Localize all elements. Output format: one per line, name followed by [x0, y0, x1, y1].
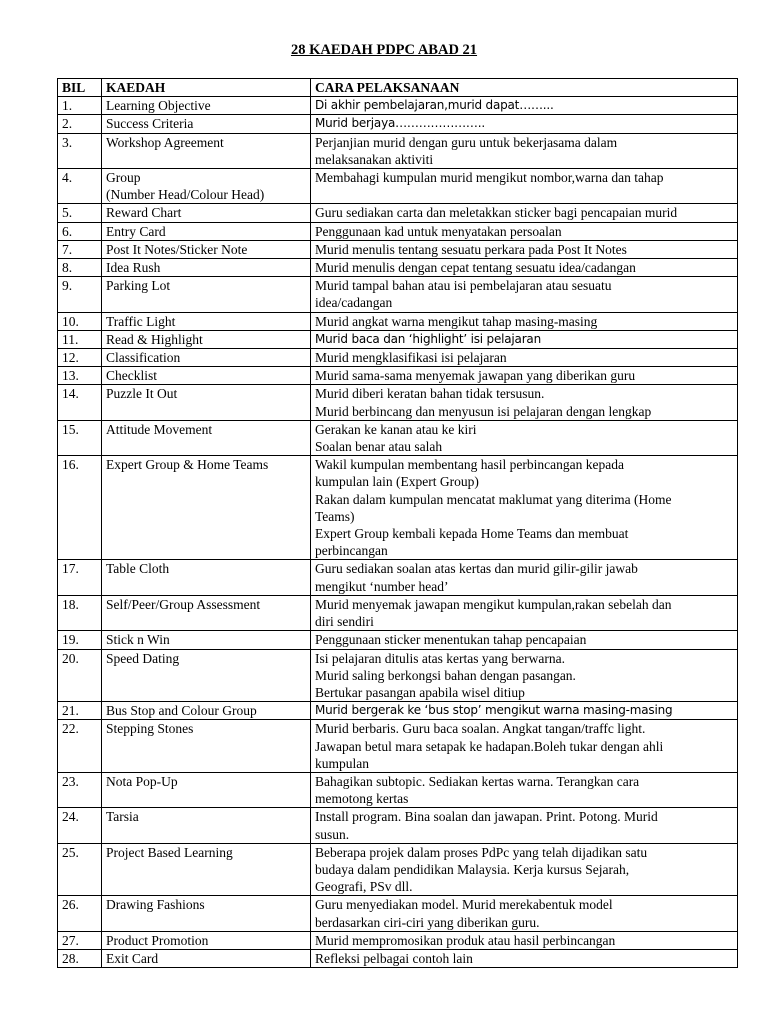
cara-line: Murid angkat warna mengikut tahap masing-masing — [315, 313, 598, 329]
table-row — [58, 222, 738, 240]
cara-line: melaksanakan aktiviti — [315, 151, 434, 167]
kaedah-line: Checklist — [106, 368, 157, 384]
table-row — [58, 240, 738, 258]
cara-line: Install program. Bina soalan dan jawapan. Print. Potong. Murid — [315, 809, 658, 825]
cell-kaedah — [102, 649, 311, 702]
table-row — [58, 367, 738, 385]
cell-cara-pelaksanaan — [311, 133, 738, 168]
cara-line: kumpulan lain (Expert Group) — [315, 474, 479, 490]
cara-line: Beberapa projek dalam proses PdPc yang telah dijadikan satu — [315, 844, 648, 860]
cell-kaedah — [102, 330, 311, 348]
kaedah-table — [57, 78, 738, 968]
table-row — [58, 385, 738, 420]
table-row — [58, 330, 738, 348]
cell-bil: 21. — [58, 702, 102, 720]
cell-cara-pelaksanaan — [311, 843, 738, 896]
cell-cara-pelaksanaan — [311, 560, 738, 595]
cell-cara-pelaksanaan — [311, 720, 738, 773]
cell-cara-pelaksanaan — [311, 169, 738, 204]
table-row — [58, 259, 738, 277]
cara-line: Guru sediakan soalan atas kertas dan murid gilir-gilir jawab — [315, 561, 638, 577]
cara-line: budaya dalam pendidikan Malaysia. Kerja kursus Sejarah, — [315, 861, 630, 877]
cell-kaedah — [102, 277, 311, 312]
kaedah-line: Learning Objective — [106, 98, 211, 114]
kaedah-line: Parking Lot — [106, 278, 171, 294]
kaedah-line: Self/Peer/Group Assessment — [106, 596, 261, 612]
cell-kaedah — [102, 420, 311, 455]
cara-line: Membahagi kumpulan murid mengikut nombor,warna dan tahap — [315, 170, 664, 186]
table-row — [58, 349, 738, 367]
cell-bil: 24. — [58, 808, 102, 843]
cell-cara-pelaksanaan — [311, 367, 738, 385]
cell-cara-pelaksanaan — [311, 312, 738, 330]
cell-kaedah — [102, 949, 311, 967]
cell-kaedah — [102, 349, 311, 367]
cara-line: Murid menyemak jawapan mengikut kumpulan,rakan sebelah dan — [315, 596, 672, 612]
cell-bil: 25. — [58, 843, 102, 896]
cell-kaedah — [102, 115, 311, 133]
cara-line: Soalan benar atau salah — [315, 439, 443, 455]
kaedah-line: Stick n Win — [106, 632, 170, 648]
cara-line: Murid menulis dengan cepat tentang sesuatu idea/cadangan — [315, 260, 636, 276]
cell-cara-pelaksanaan — [311, 649, 738, 702]
cara-line: Isi pelajaran ditulis atas kertas yang berwarna. — [315, 650, 566, 666]
cell-bil: 2. — [58, 115, 102, 133]
cell-cara-pelaksanaan — [311, 595, 738, 630]
cara-line: Expert Group kembali kepada Home Teams dan membuat — [315, 526, 629, 542]
cell-kaedah — [102, 204, 311, 222]
cell-kaedah — [102, 560, 311, 595]
cell-bil: 7. — [58, 240, 102, 258]
table-row — [58, 204, 738, 222]
cell-cara-pelaksanaan — [311, 240, 738, 258]
cell-bil: 11. — [58, 330, 102, 348]
cara-line: Murid tampal bahan atau isi pembelajaran atau sesuatu — [315, 278, 612, 294]
kaedah-line: Bus Stop and Colour Group — [106, 703, 257, 719]
cell-cara-pelaksanaan — [311, 97, 738, 115]
kaedah-line: Group — [106, 170, 141, 186]
cell-bil: 15. — [58, 420, 102, 455]
cara-line: Penggunaan sticker menentukan tahap pencapaian — [315, 632, 587, 648]
table-row — [58, 702, 738, 720]
table-row — [58, 931, 738, 949]
header-bil: BIL — [58, 79, 102, 97]
table-row — [58, 808, 738, 843]
cara-line: Murid saling berkongsi bahan dengan pasangan. — [315, 667, 576, 683]
kaedah-line: Product Promotion — [106, 932, 209, 948]
cell-cara-pelaksanaan — [311, 349, 738, 367]
cara-line: Gerakan ke kanan atau ke kiri — [315, 421, 477, 437]
cara-line: Teams) — [315, 508, 355, 524]
cara-line: Perjanjian murid dengan guru untuk bekerjasama dalam — [315, 134, 618, 150]
cara-line: mengikut ‘number head’ — [315, 578, 449, 594]
table-body — [58, 97, 738, 968]
cara-line: Murid mempromosikan produk atau hasil perbincangan — [315, 932, 616, 948]
header-kaedah: KAEDAH — [102, 79, 311, 97]
table-row — [58, 277, 738, 312]
kaedah-line: Post It Notes/Sticker Note — [106, 241, 248, 257]
cara-line: Jawapan betul mara setapak ke hadapan.Boleh tukar dengan ahli — [315, 738, 664, 754]
kaedah-line: Stepping Stones — [106, 721, 194, 737]
cell-bil: 20. — [58, 649, 102, 702]
cell-cara-pelaksanaan — [311, 772, 738, 807]
cell-kaedah — [102, 385, 311, 420]
cell-kaedah — [102, 456, 311, 560]
cara-line: Murid sama-sama menyemak jawapan yang diberikan guru — [315, 368, 636, 384]
cell-kaedah — [102, 702, 311, 720]
cara-line: Bahagikan subtopic. Sediakan kertas warna. Terangkan cara — [315, 773, 640, 789]
cara-line: Refleksi pelbagai contoh lain — [315, 950, 473, 966]
cell-bil: 27. — [58, 931, 102, 949]
table-row — [58, 312, 738, 330]
kaedah-line: Traffic Light — [106, 313, 176, 329]
cell-bil: 28. — [58, 949, 102, 967]
cell-bil: 6. — [58, 222, 102, 240]
cell-cara-pelaksanaan — [311, 808, 738, 843]
cell-cara-pelaksanaan — [311, 204, 738, 222]
table-row — [58, 720, 738, 773]
cell-kaedah — [102, 259, 311, 277]
cara-line: susun. — [315, 826, 350, 842]
cell-cara-pelaksanaan — [311, 420, 738, 455]
cara-line: Bertukar pasangan apabila wisel ditiup — [315, 684, 525, 700]
cell-bil: 23. — [58, 772, 102, 807]
header-cara-pelaksanaan: CARA PELAKSANAAN — [311, 79, 738, 97]
cara-line: memotong kertas — [315, 791, 409, 807]
kaedah-line: Tarsia — [106, 809, 139, 825]
cara-line: diri sendiri — [315, 614, 374, 630]
cell-bil: 9. — [58, 277, 102, 312]
kaedah-line: (Number Head/Colour Head) — [106, 187, 265, 203]
cell-bil: 1. — [58, 97, 102, 115]
cell-cara-pelaksanaan — [311, 259, 738, 277]
cell-kaedah — [102, 169, 311, 204]
cell-bil: 18. — [58, 595, 102, 630]
cell-kaedah — [102, 222, 311, 240]
cell-cara-pelaksanaan — [311, 931, 738, 949]
cara-line: kumpulan — [315, 755, 369, 771]
table-row — [58, 649, 738, 702]
cell-bil: 22. — [58, 720, 102, 773]
cell-bil: 17. — [58, 560, 102, 595]
kaedah-line: Project Based Learning — [106, 844, 233, 860]
cell-bil: 13. — [58, 367, 102, 385]
kaedah-line: Workshop Agreement — [106, 134, 224, 150]
cara-line: Geografi, PSv dll. — [315, 879, 413, 895]
table-row — [58, 133, 738, 168]
table-row — [58, 115, 738, 133]
cara-line: berdasarkan ciri-ciri yang diberikan guru. — [315, 914, 540, 930]
cell-kaedah — [102, 133, 311, 168]
cell-cara-pelaksanaan — [311, 949, 738, 967]
cell-kaedah — [102, 97, 311, 115]
cara-line: Wakil kumpulan membentang hasil perbincangan kepada — [315, 457, 624, 473]
cara-line: Guru sediakan carta dan meletakkan sticker bagi pencapaian murid — [315, 205, 678, 221]
cell-bil: 4. — [58, 169, 102, 204]
table-row — [58, 896, 738, 931]
cell-kaedah — [102, 720, 311, 773]
cell-kaedah — [102, 896, 311, 931]
cell-kaedah — [102, 772, 311, 807]
cell-cara-pelaksanaan — [311, 277, 738, 312]
cell-bil: 19. — [58, 631, 102, 649]
cara-line: Murid berjaya………………….. — [315, 116, 485, 131]
cara-line: Murid berbaris. Guru baca soalan. Angkat tangan/traffc light. — [315, 721, 646, 737]
table-row — [58, 420, 738, 455]
cell-kaedah — [102, 240, 311, 258]
cell-cara-pelaksanaan — [311, 385, 738, 420]
cara-line: Murid baca dan ‘highlight’ isi pelajaran — [315, 331, 541, 346]
cara-line: Penggunaan kad untuk menyatakan persoalan — [315, 223, 562, 239]
cell-kaedah — [102, 312, 311, 330]
kaedah-line: Speed Dating — [106, 650, 180, 666]
kaedah-line: Read & Highlight — [106, 331, 203, 347]
cara-line: Murid diberi keratan bahan tidak tersusun. — [315, 386, 545, 402]
cara-line: perbincangan — [315, 543, 388, 559]
cell-cara-pelaksanaan — [311, 702, 738, 720]
cell-cara-pelaksanaan — [311, 222, 738, 240]
cell-cara-pelaksanaan — [311, 631, 738, 649]
cell-kaedah — [102, 931, 311, 949]
cell-cara-pelaksanaan — [311, 896, 738, 931]
kaedah-line: Idea Rush — [106, 260, 161, 276]
kaedah-line: Puzzle It Out — [106, 386, 178, 402]
cara-line: Di akhir pembelajaran,murid dapat……... — [315, 98, 554, 113]
kaedah-line: Success Criteria — [106, 116, 194, 132]
document-title: 28 KAEDAH PDPC ABAD 21 — [290, 42, 478, 58]
cell-kaedah — [102, 631, 311, 649]
cell-kaedah — [102, 367, 311, 385]
table-row — [58, 843, 738, 896]
cell-kaedah — [102, 843, 311, 896]
cell-bil: 26. — [58, 896, 102, 931]
cell-bil: 8. — [58, 259, 102, 277]
table-row — [58, 631, 738, 649]
cell-cara-pelaksanaan — [311, 330, 738, 348]
cell-bil: 16. — [58, 456, 102, 560]
kaedah-line: Exit Card — [106, 950, 159, 966]
cara-line: Murid bergerak ke ‘bus stop’ mengikut warna masing-masing — [315, 703, 673, 718]
kaedah-line: Expert Group & Home Teams — [106, 457, 269, 473]
kaedah-line: Nota Pop-Up — [106, 773, 178, 789]
cell-bil: 3. — [58, 133, 102, 168]
kaedah-line: Drawing Fashions — [106, 897, 205, 913]
cell-cara-pelaksanaan — [311, 115, 738, 133]
cara-line: Murid mengklasifikasi isi pelajaran — [315, 350, 507, 366]
table-row — [58, 97, 738, 115]
cell-cara-pelaksanaan — [311, 456, 738, 560]
cell-bil: 5. — [58, 204, 102, 222]
cara-line: Murid menulis tentang sesuatu perkara pada Post It Notes — [315, 241, 627, 257]
cara-line: idea/cadangan — [315, 295, 393, 311]
table-row — [58, 169, 738, 204]
kaedah-line: Table Cloth — [106, 561, 170, 577]
cell-kaedah — [102, 808, 311, 843]
cell-bil: 12. — [58, 349, 102, 367]
table-row — [58, 949, 738, 967]
cell-kaedah — [102, 595, 311, 630]
table-row — [58, 595, 738, 630]
kaedah-line: Attitude Movement — [106, 421, 213, 437]
table-header-row — [58, 79, 738, 97]
cell-bil: 14. — [58, 385, 102, 420]
table-row — [58, 772, 738, 807]
kaedah-line: Reward Chart — [106, 205, 182, 221]
cara-line: Murid berbincang dan menyusun isi pelajaran dengan lengkap — [315, 403, 652, 419]
cara-line: Rakan dalam kumpulan mencatat maklumat yang diterima (Home — [315, 491, 672, 507]
kaedah-line: Entry Card — [106, 223, 166, 239]
table-row — [58, 456, 738, 560]
table-row — [58, 560, 738, 595]
cara-line: Guru menyediakan model. Murid merekabentuk model — [315, 897, 613, 913]
cell-bil: 10. — [58, 312, 102, 330]
kaedah-line: Classification — [106, 350, 181, 366]
